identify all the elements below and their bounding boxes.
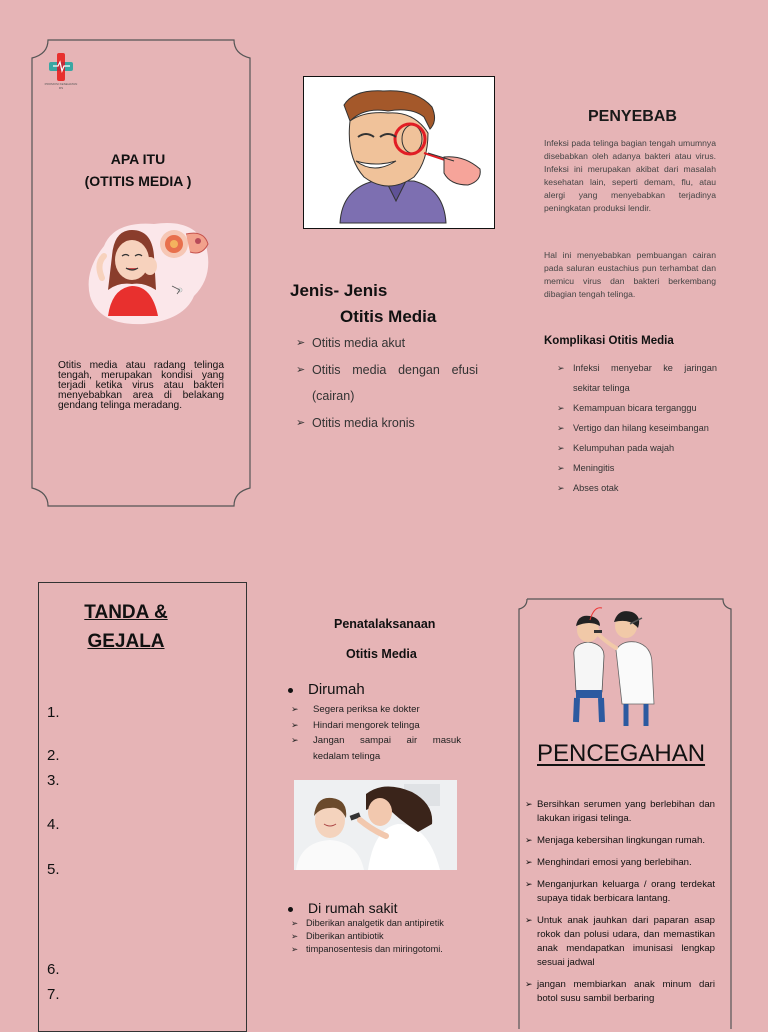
- penyebab-title: PENYEBAB: [588, 108, 677, 125]
- list-item: ➢ Meningitis: [557, 458, 717, 478]
- medical-cross-icon: [48, 52, 74, 82]
- penyebab-paragraph-2: Hal ini menyebabkan pembuangan cairan pada saluran eustachius pun terhambat dan memicu virus dan bakteri berkembang dibagian tengah telinga.: [544, 250, 716, 299]
- dirumah-heading: Dirumah: [288, 681, 365, 698]
- list-item: ➢ Otitis media akut: [296, 330, 478, 357]
- list-item: ➢ Kemampuan bicara terganggu: [557, 398, 717, 418]
- komplikasi-title: Komplikasi Otitis Media: [544, 335, 674, 347]
- arrow-bullet-icon: ➢: [557, 483, 565, 493]
- list-number: 5.: [47, 861, 60, 878]
- list-item: ➢ Vertigo dan hilang keseimbangan: [557, 418, 717, 438]
- list-item: ➢ Untuk anak jauhkan dari paparan asap rokok dan polusi udara, dan memastikan anak mendapatkan imunisasi lengkap sesuai jadwal: [525, 915, 715, 968]
- komplikasi-list: [557, 358, 717, 498]
- pencegahan-list: [525, 798, 715, 1014]
- arrow-bullet-icon: ➢: [557, 403, 565, 413]
- ear-pain-girl-illustration: [84, 216, 214, 328]
- arrow-bullet-icon: ➢: [557, 363, 565, 373]
- arrow-bullet-icon: ➢: [525, 835, 533, 845]
- list-item: ➢ timpanosentesis dan miringotomi.: [291, 944, 443, 954]
- list-item: ➢ Bersihkan serumen yang berlebihan dan lakukan irigasi telinga.: [525, 799, 715, 824]
- arrow-bullet-icon: ➢: [557, 443, 565, 453]
- list-number: 4.: [47, 816, 60, 833]
- list-item: ➢ Diberikan analgetik dan antipiretik: [291, 918, 444, 928]
- logo-caption: PROMOSI KESEHATAN RS: [44, 82, 78, 90]
- hospital-logo: [44, 52, 78, 92]
- pencegahan-title: PENCEGAHAN: [537, 740, 706, 767]
- penyebab-paragraph-1: Infeksi pada telinga bagian tengah umumnya disebabkan oleh adanya bakteri atau virus. Infeksi ini merupakan akibat dari masalah kesehatan lain, seperti demam, flu, atau alergi yang menyebabkan terjadinya peningkatan produksi lendir.: [544, 138, 716, 213]
- list-number: 1.: [47, 704, 60, 721]
- arrow-bullet-icon: ➢: [291, 719, 299, 730]
- penatalaksanaan-title-line2: Otitis Media: [346, 647, 417, 661]
- arrow-bullet-icon: ➢: [296, 416, 306, 429]
- doctor-examining-child-photo: [294, 780, 457, 870]
- list-item: ➢ jangan membiarkan anak minum dari botol susu sambil berbaring: [525, 979, 715, 1004]
- apa-itu-description: Otitis media atau radang telinga tengah, merupakan kondisi yang terjadi ketika virus atau bakteri menyebabkan area di belakang gendang telinga meradang.: [58, 360, 224, 411]
- list-number: 2.: [47, 747, 60, 764]
- arrow-bullet-icon: ➢: [291, 931, 299, 941]
- list-item: ➢ Otitis media dengan efusi (cairan): [296, 357, 478, 410]
- arrow-bullet-icon: ➢: [296, 363, 306, 376]
- jenis-list: [296, 330, 478, 436]
- doctor-checks-boy-illustration: [560, 604, 670, 730]
- arrow-bullet-icon: ➢: [525, 857, 533, 867]
- arrow-bullet-icon: ➢: [525, 979, 533, 989]
- arrow-bullet-icon: ➢: [525, 879, 533, 889]
- list-item: ➢ Kelumpuhan pada wajah: [557, 438, 717, 458]
- arrow-bullet-icon: ➢: [557, 463, 565, 473]
- list-number: 7.: [47, 986, 60, 1003]
- man-ear-pain-image: [303, 76, 495, 229]
- apa-itu-title-line1: APA ITU: [110, 151, 166, 167]
- rumah-sakit-list: [291, 917, 466, 956]
- list-item: ➢ Menghindari emosi yang berlebihan.: [525, 857, 692, 868]
- arrow-bullet-icon: ➢: [291, 918, 299, 928]
- jenis-title-line1: Jenis- Jenis: [290, 281, 388, 300]
- arrow-bullet-icon: ➢: [525, 915, 533, 925]
- arrow-bullet-icon: ➢: [291, 735, 299, 745]
- list-number: 3.: [47, 772, 60, 789]
- list-item: ➢ Abses otak: [557, 478, 717, 498]
- list-item: ➢ Infeksi menyebar ke jaringan sekitar telinga: [557, 358, 717, 398]
- bullet-dot-icon: [288, 688, 293, 693]
- apa-itu-title: [70, 148, 206, 192]
- list-item: ➢ Jangan sampai air masuk kedalam telinga: [291, 735, 461, 762]
- arrow-bullet-icon: ➢: [557, 423, 565, 433]
- list-item: ➢ Menjaga kebersihan lingkungan rumah.: [525, 835, 705, 846]
- list-number: 6.: [47, 961, 60, 978]
- arrow-bullet-icon: ➢: [525, 799, 533, 809]
- arrow-bullet-icon: ➢: [296, 337, 306, 349]
- tanda-title-line2: GEJALA: [87, 631, 165, 652]
- apa-itu-title-line2: (OTITIS MEDIA ): [84, 173, 192, 189]
- rumah-sakit-heading: Di rumah sakit: [288, 900, 397, 916]
- penatalaksanaan-title-line1: Penatalaksanaan: [334, 617, 436, 631]
- arrow-bullet-icon: ➢: [291, 944, 299, 954]
- man-ear-cartoon: [304, 77, 493, 227]
- bullet-dot-icon: [288, 907, 293, 912]
- list-item: ➢ Hindari mengorek telinga: [291, 718, 461, 734]
- list-item: ➢ Segera periksa ke dokter: [291, 702, 461, 718]
- jenis-title-line2: Otitis Media: [340, 307, 437, 326]
- tanda-title-line1: TANDA &: [84, 602, 168, 623]
- arrow-bullet-icon: ➢: [291, 704, 299, 714]
- list-item: ➢ Diberikan antibiotik: [291, 931, 384, 941]
- list-item: ➢ Otitis media kronis: [296, 410, 478, 437]
- tanda-gejala-title: [66, 598, 186, 656]
- list-item: ➢ Menganjurkan keluarga / orang terdekat supaya tidak berbicara lantang.: [525, 879, 715, 904]
- dirumah-list: [291, 702, 461, 764]
